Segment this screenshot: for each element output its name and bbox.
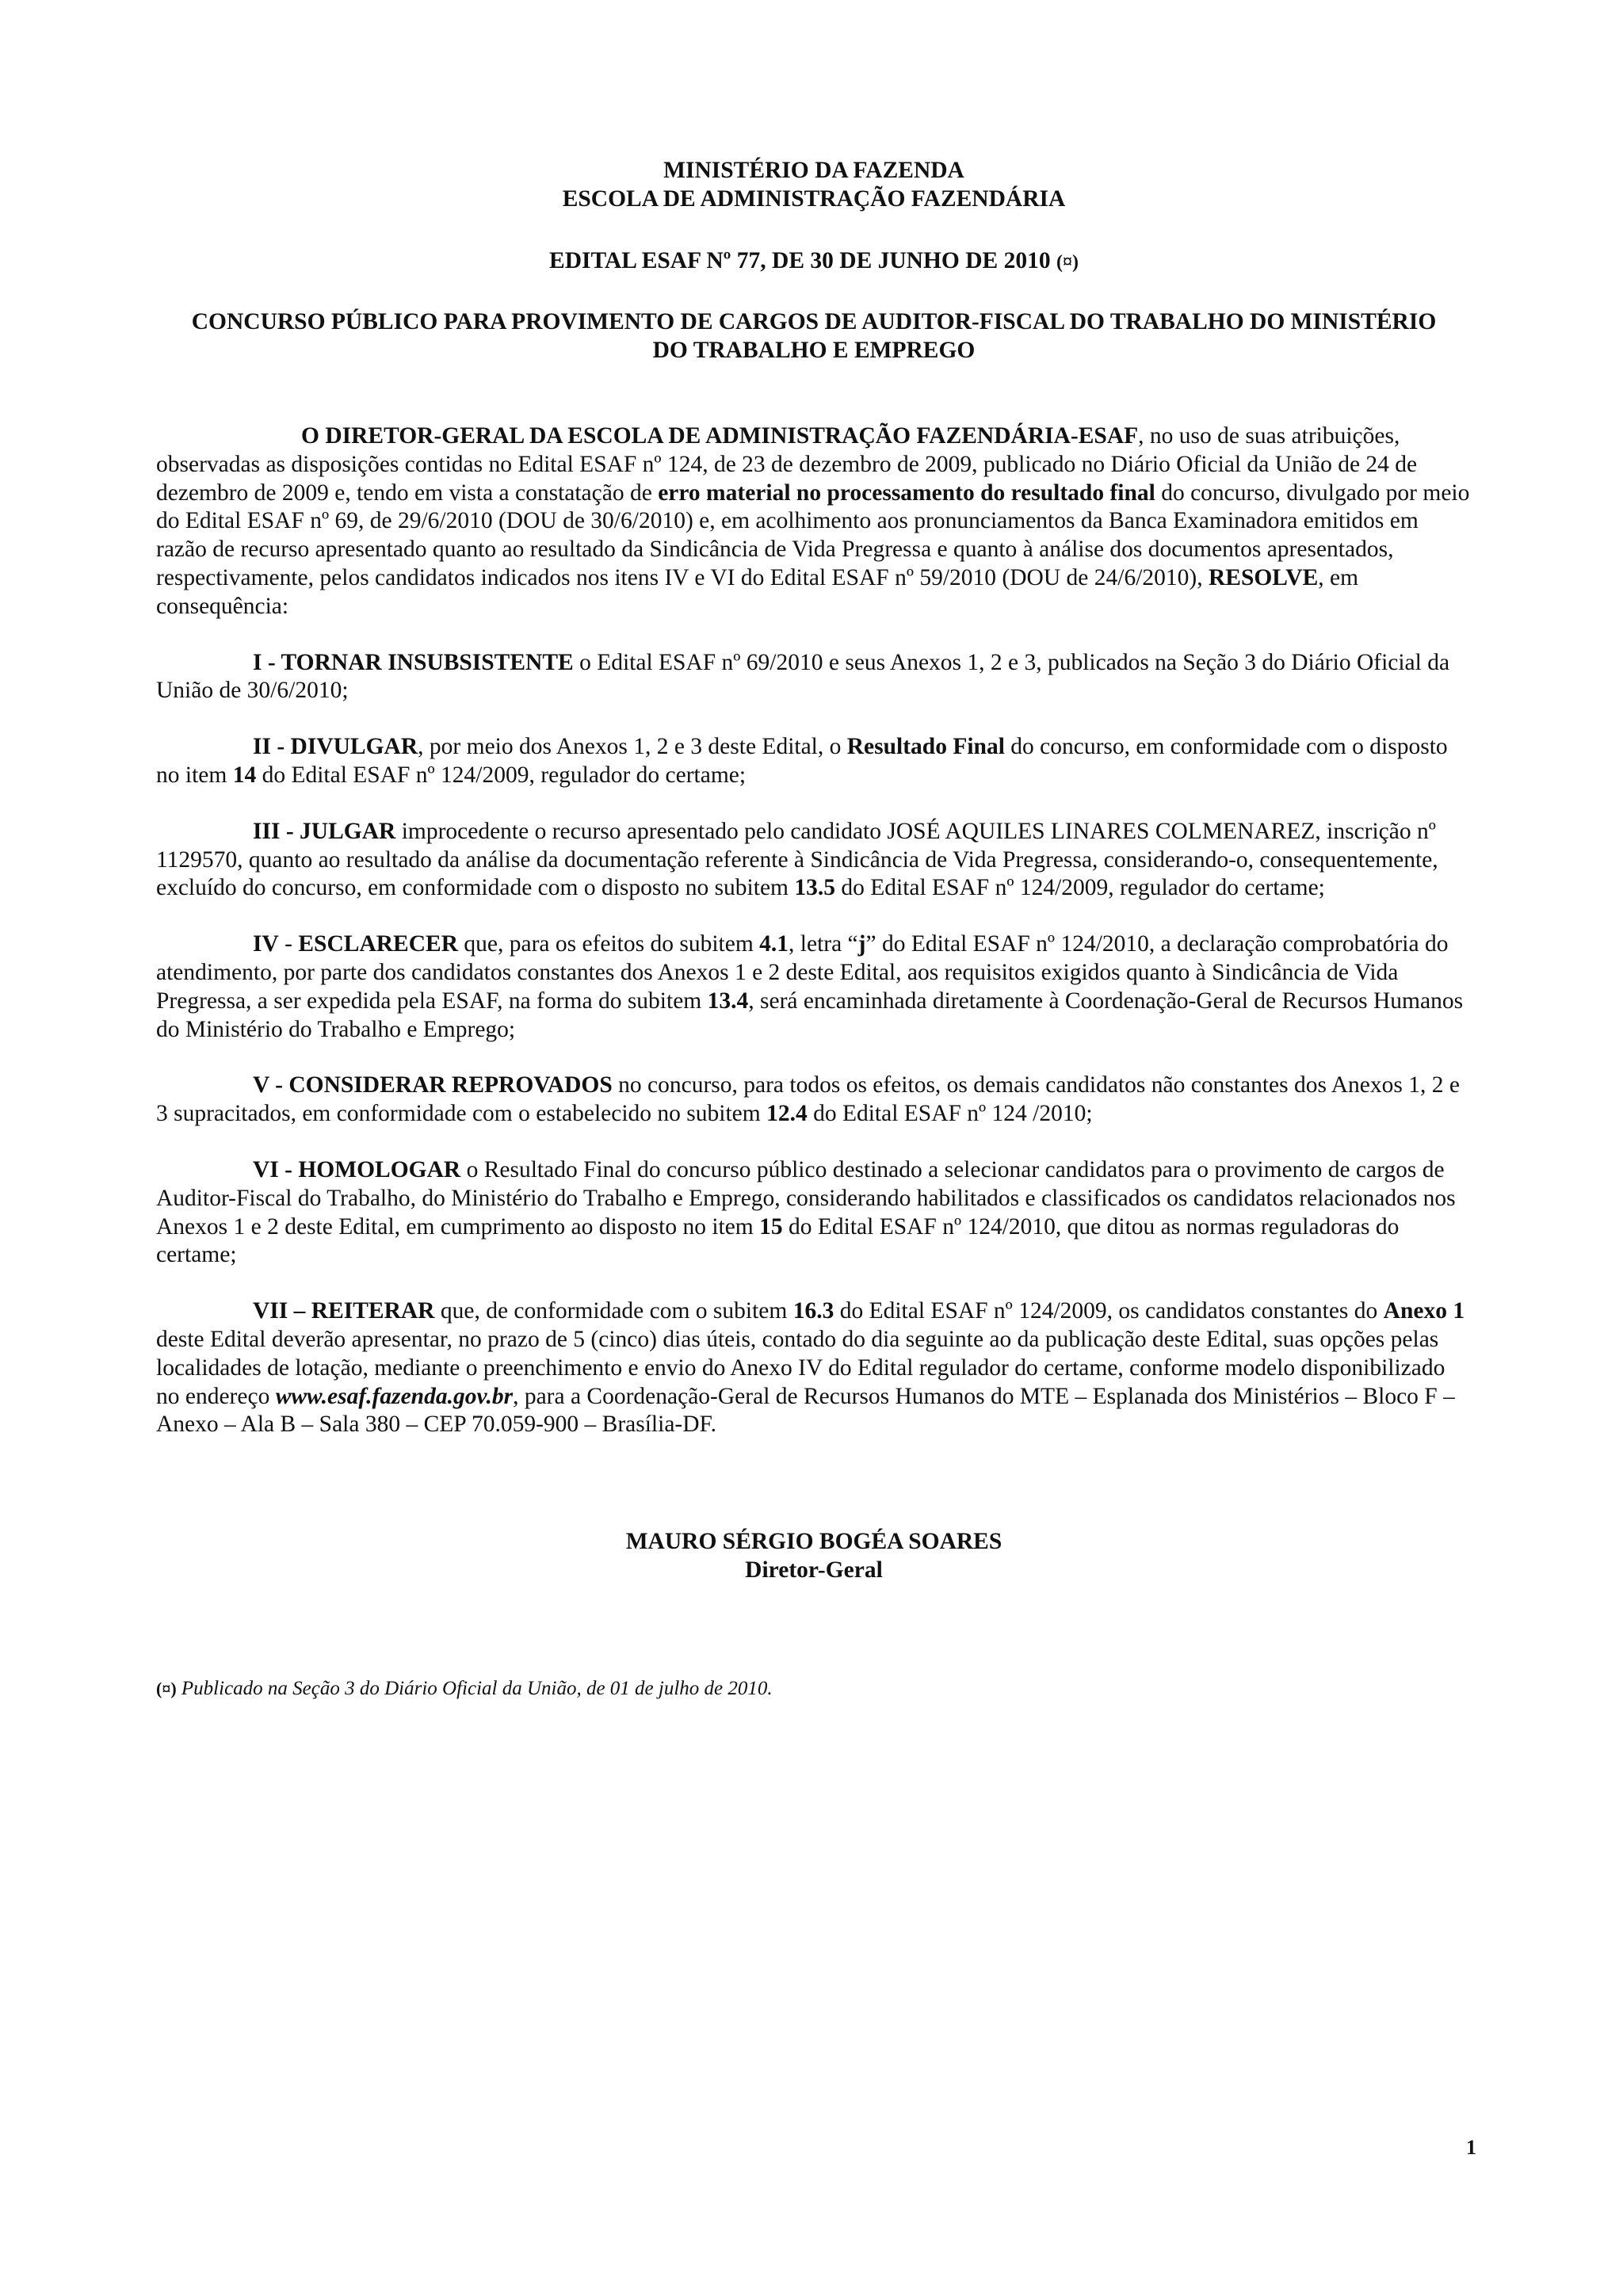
- item-vi-item-number: 15: [759, 1213, 783, 1240]
- item-i: [156, 649, 1472, 706]
- item-vi-label: VI - HOMOLOGAR: [253, 1156, 461, 1182]
- school-heading: ESCOLA DE ADMINISTRAÇÃO FAZENDÁRIA: [562, 185, 1066, 212]
- intro-text-1: , no uso de suas atribuições, observadas as disposições contidas no Edital ESAF nº 124, de 23 de dezembro de 2009, publicado no Diário Oficial da União de 24 de dezembro de 2009 e, tendo em vista a constatação de: [156, 422, 1418, 506]
- item-ii: [156, 733, 1472, 790]
- footnote-mark: (¤): [156, 1678, 177, 1698]
- item-iv-subitem-1: 4.1: [759, 931, 789, 957]
- item-v-text-2: do Edital ESAF nº 124 /2010;: [807, 1101, 1093, 1127]
- edital-subject-line1: CONCURSO PÚBLICO PARA PROVIMENTO DE CARGOS DE AUDITOR-FISCAL DO TRABALHO DO MINISTÉRIO: [191, 309, 1437, 335]
- item-iii-subitem: 13.5: [794, 875, 835, 901]
- signature-block: [156, 1528, 1472, 1585]
- edital-title-mark: (¤): [1056, 251, 1079, 273]
- item-vii-label: VII – REITERAR: [253, 1298, 435, 1324]
- document-page: [156, 157, 1472, 1702]
- item-iv-subitem-2: 13.4: [707, 988, 749, 1014]
- item-iv-text-1: que, para os efeitos do subitem: [458, 931, 760, 957]
- item-iii-text-2: do Edital ESAF nº 124/2009, regulador do certame;: [834, 875, 1325, 901]
- intro-text-3: , em consequência:: [156, 564, 1359, 619]
- item-vii-text-2: do Edital ESAF nº 124/2009, os candidatos constantes do: [834, 1298, 1384, 1324]
- item-vii: [156, 1297, 1472, 1439]
- item-v-text-1: no concurso, para todos os efeitos, os demais candidatos não constantes dos Anexos 1, 2 e 3 supracitados, em conformidade com o estabelecido no subitem: [156, 1072, 1460, 1127]
- item-vi-text-1: o Resultado Final do concurso público destinado a selecionar candidatos para o provimento de cargos de Auditor-Fiscal do Trabalho, do Ministério do Trabalho e Emprego, considerando habilitados e classificados os candidatos relacionados nos Anexos 1 e 2 deste Edital, em cumprimento ao disposto no item: [156, 1156, 1456, 1240]
- item-vii-subitem: 16.3: [792, 1298, 834, 1324]
- item-i-text: o Edital ESAF nº 69/2010 e seus Anexos 1, 2 e 3, publicados na Seção 3 do Diário Oficial da União de 30/6/2010;: [156, 649, 1450, 704]
- ministry-heading: MINISTÉRIO DA FAZENDA: [663, 158, 964, 183]
- item-iv-text-3: ” do Edital ESAF nº 124/2010, a declaração comprobatória do atendimento, por parte dos candidatos constantes dos Anexos 1 e 2 deste Edital, aos requisitos exigidos quanto à Sindicância de Vida Pregressa, a ser expedida pela ESAF, na forma do subitem: [156, 931, 1449, 1014]
- item-iv-text-2: , letra “: [789, 931, 858, 957]
- item-v: [156, 1072, 1472, 1129]
- item-vii-website: www.esaf.fazenda.gov.br: [275, 1383, 514, 1409]
- intro-error-material: erro material no processamento do resultado final: [658, 479, 1155, 506]
- item-ii-resultado: Resultado Final: [846, 734, 1005, 760]
- item-iv-number: IV: [253, 931, 279, 957]
- item-v-label: V - CONSIDERAR REPROVADOS: [253, 1072, 613, 1098]
- item-iv-letter: j: [857, 931, 866, 957]
- item-vi: [156, 1156, 1472, 1270]
- item-iii: [156, 818, 1472, 903]
- edital-subject: [156, 308, 1472, 365]
- item-v-subitem: 12.4: [766, 1101, 808, 1127]
- item-vii-text-1: que, de conformidade com o subitem: [434, 1298, 793, 1324]
- edital-title-text: EDITAL ESAF Nº 77, DE 30 DE JUNHO DE 2010: [549, 247, 1051, 273]
- signature-name: MAURO SÉRGIO BOGÉA SOARES: [625, 1529, 1002, 1555]
- intro-text-2: do concurso, divulgado por meio do Edital ESAF nº 69, de 29/6/2010 (DOU de 30/6/2010) e, em acolhimento aos pronunciamentos da Banca Examinadora emitidos em razão de recurso apresentado quanto ao resultado da Sindicância de Vida Pregressa e quanto à análise dos documentos apresentados, respectivamente, pelos candidatos indicados nos itens IV e VI do Edital ESAF nº 59/2010 (DOU de 24/6/2010),: [156, 479, 1470, 590]
- item-vii-anexo: Anexo 1: [1383, 1298, 1465, 1324]
- item-iv-text-4: , será encaminhada diretamente à Coordenação-Geral de Recursos Humanos do Ministério do Trabalho e Emprego;: [156, 988, 1464, 1042]
- edital-title: [156, 247, 1472, 277]
- item-ii-text-3: do Edital ESAF nº 124/2009, regulador do certame;: [256, 762, 747, 788]
- item-iii-text-1: improcedente o recurso apresentado pelo candidato JOSÉ AQUILES LINARES COLMENAREZ, inscrição nº 1129570, quanto ao resultado da análise da documentação referente à Sindicância de Vida Pregressa, considerando-o, consequentemente, excluído do concurso, em conformidade com o disposto no subitem: [156, 818, 1438, 901]
- edital-subject-line2: DO TRABALHO E EMPREGO: [652, 338, 976, 364]
- item-ii-item-number: 14: [232, 762, 257, 788]
- page-number: 1: [1466, 2136, 1476, 2159]
- intro-resolve: RESOLVE: [1208, 564, 1319, 590]
- item-iv-label: ESCLARECER: [298, 931, 459, 957]
- footnote-text: Publicado na Seção 3 do Diário Oficial da União, de 01 de julho de 2010.: [176, 1677, 773, 1699]
- item-iv: [156, 930, 1472, 1044]
- item-ii-text-2: do concurso, em conformidade com o disposto no item: [156, 734, 1448, 788]
- item-iii-label: III - JULGAR: [253, 818, 396, 844]
- item-i-label: I - TORNAR INSUBSISTENTE: [253, 649, 574, 675]
- item-ii-label: II - DIVULGAR: [253, 734, 418, 760]
- intro-paragraph: [156, 422, 1472, 621]
- item-vii-text-4: , para a Coordenação-Geral de Recursos Humanos do MTE – Esplanada dos Ministérios – Bloco F – Anexo – Ala B – Sala 380 – CEP 70.059-900 – Brasília-DF.: [156, 1383, 1455, 1438]
- signature-role: Diretor-Geral: [745, 1557, 883, 1583]
- item-ii-text-1: , por meio dos Anexos 1, 2 e 3 deste Edital, o: [418, 734, 847, 760]
- footnote: [156, 1675, 1472, 1703]
- item-vii-text-3: deste Edital deverão apresentar, no prazo de 5 (cinco) dias úteis, contado do dia seguinte ao da publicação deste Edital, suas opções pelas localidades de lotação, mediante o preenchimento e envio do Anexo IV do Edital regulador do certame, conforme modelo disponibilizado no endereço: [156, 1326, 1445, 1409]
- item-vi-text-2: do Edital ESAF nº 124/2010, que ditou as normas reguladoras do certame;: [156, 1213, 1400, 1268]
- intro-director: O DIRETOR-GERAL DA ESCOLA DE ADMINISTRAÇÃO FAZENDÁRIA-ESAF: [301, 422, 1139, 449]
- item-iv-dash: -: [278, 931, 299, 957]
